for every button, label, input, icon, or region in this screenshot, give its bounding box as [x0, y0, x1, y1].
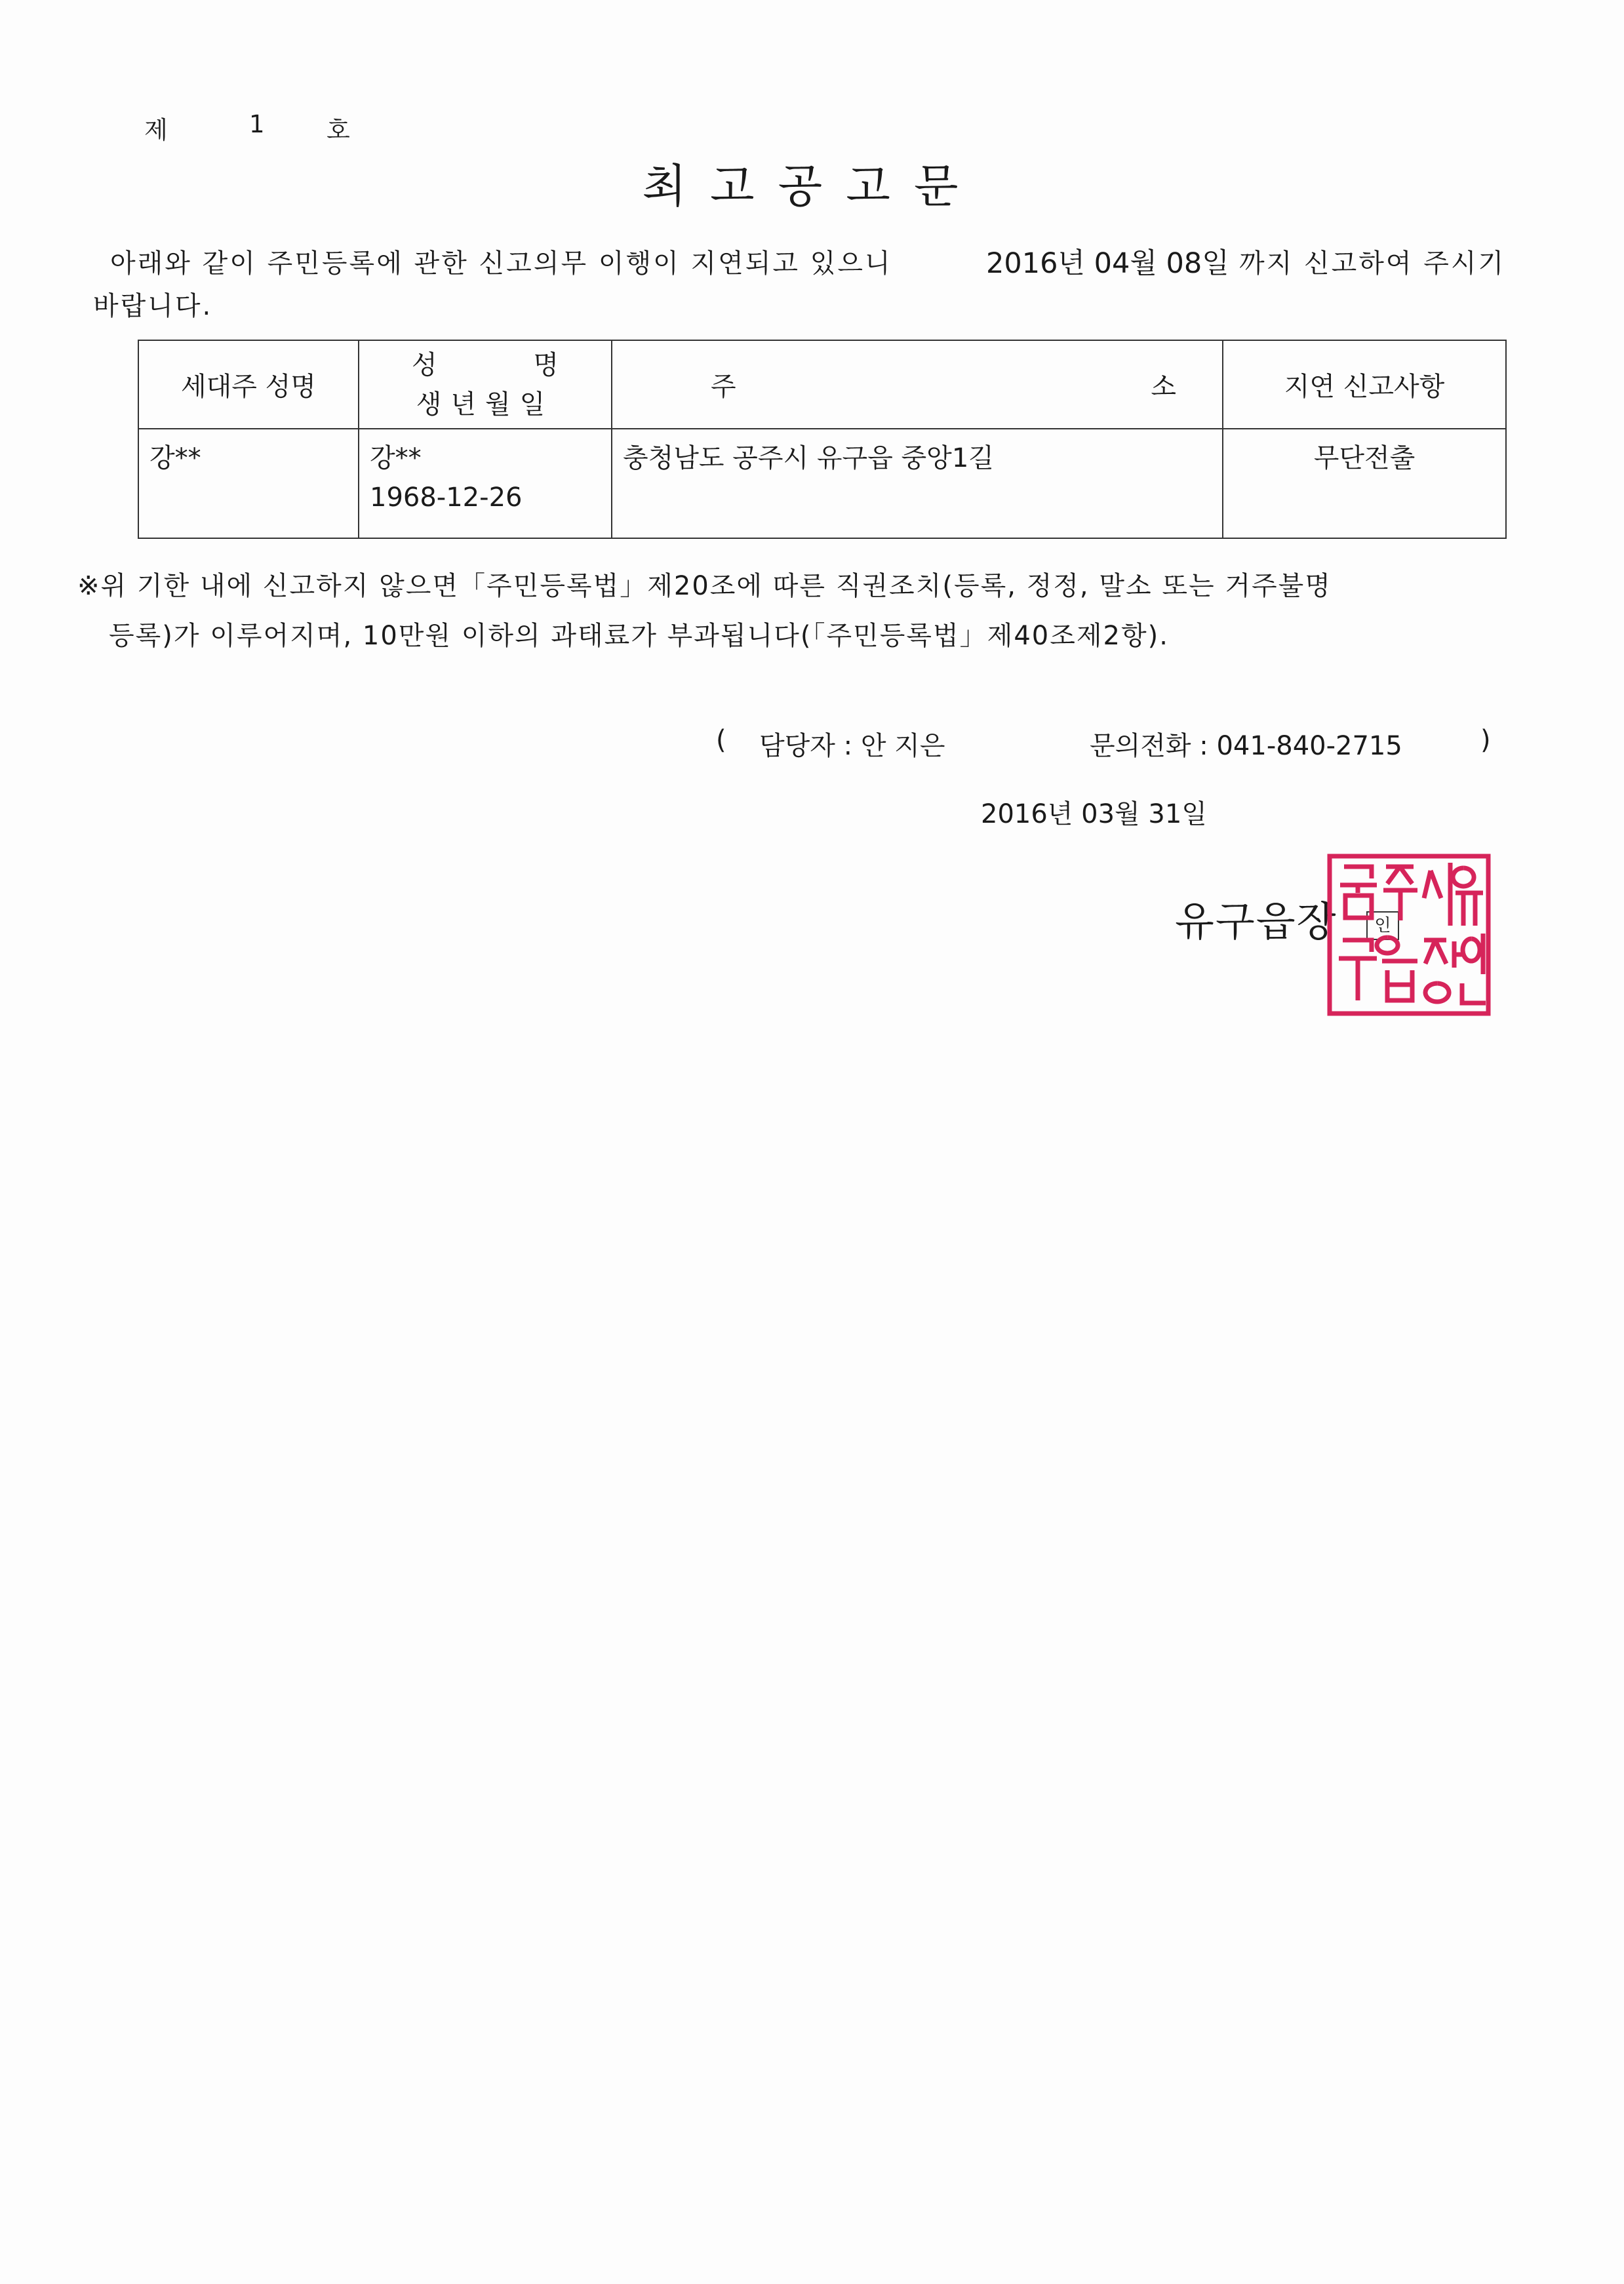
official-seal-stamp [1326, 852, 1492, 1017]
intro-deadline: 2016년 04월 08일 [986, 247, 1229, 280]
intro-line-1-tail: 까지 신고하여 주시기 [1239, 248, 1506, 279]
doc-number-prefix: 제 [144, 116, 168, 144]
intro-line-2: 바랍니다. [93, 291, 213, 321]
cell-name-birth [359, 429, 612, 538]
warning-line-2: 등록)가 이루어지며, 10만원 이하의 과태료가 부과됩니다(「주민등록법」제40조제2항). [109, 621, 1169, 651]
header-address-left: 주 [711, 372, 736, 402]
cell-delayed-items: 무단전출 [1223, 429, 1506, 538]
cell-birth: 1968-12-26 [370, 482, 523, 513]
header-name-birth [359, 340, 612, 429]
header-name-left: 성 [412, 349, 437, 380]
header-address-right: 소 [1151, 372, 1176, 402]
signer-title: 유구읍장 [1175, 897, 1337, 945]
cell-address: 충청남도 공주시 유구읍 중앙1길 [612, 429, 1223, 538]
header-birth: 생년월일 [416, 389, 555, 420]
contact-close-paren: ) [1480, 725, 1491, 755]
issue-date: 2016년 03월 31일 [981, 799, 1207, 829]
contact-person: 담당자 : 안 지은 [759, 731, 945, 761]
warning-line-1: ※위 기한 내에 신고하지 않으면「주민등록법」제20조에 따른 직권조치(등록, 정정, 말소 또는 거주불명 [77, 571, 1332, 601]
contact-phone: 문의전화 : 041-840-2715 [1090, 731, 1402, 761]
header-address [612, 340, 1223, 429]
cell-head-of-household: 강** [138, 429, 359, 538]
notice-table [138, 340, 1507, 539]
doc-number-suffix: 호 [327, 116, 350, 144]
doc-number-value: 1 [249, 110, 265, 138]
contact-open-paren: ( [716, 725, 726, 755]
intro-line-1: 아래와 같이 주민등록에 관한 신고의무 이행이 지연되고 있으니 [110, 248, 892, 279]
document-title: 최고공고문 [642, 159, 982, 213]
header-name-right: 명 [533, 349, 559, 380]
cell-name: 강** [370, 443, 422, 473]
header-head-of-household: 세대주 성명 [138, 340, 359, 429]
table-header-row [138, 340, 1506, 429]
seal-placeholder-mark: 인 [1366, 911, 1399, 940]
table-row [138, 429, 1506, 538]
header-delayed-items: 지연 신고사항 [1223, 340, 1506, 429]
